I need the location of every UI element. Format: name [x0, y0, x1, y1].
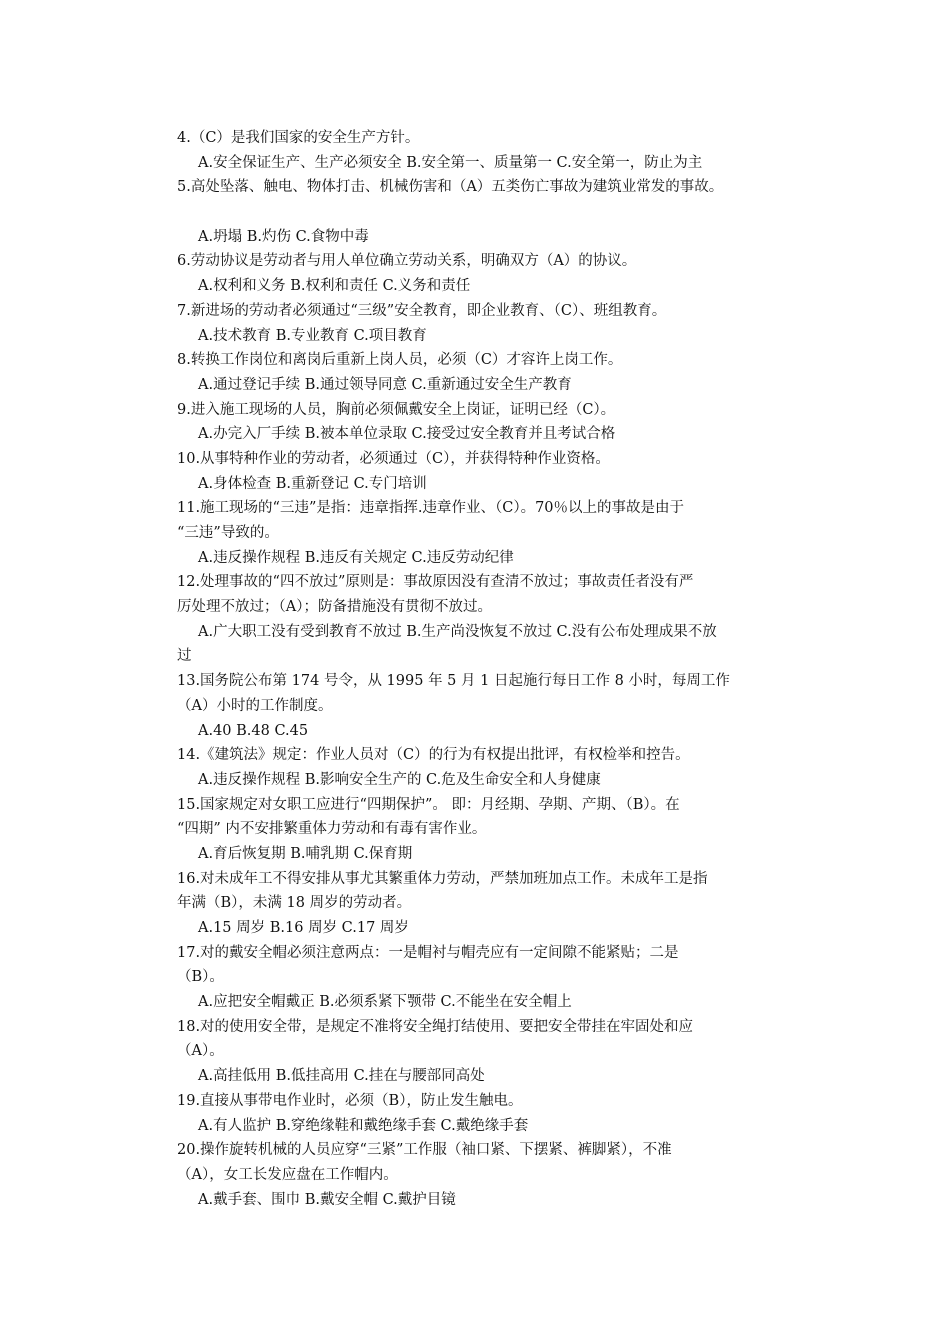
question-line: 6.劳动协议是劳动者与用人单位确立劳动关系，明确双方（A）的协议。 — [177, 253, 637, 270]
question-line: 19.直接从事带电作业时，必须（B），防止发生触电。 — [177, 1092, 523, 1109]
continuation-line: （A）。 — [177, 1043, 224, 1060]
question-list — [177, 126, 802, 1212]
question-line: 8.转换工作岗位和离岗后重新上岗人员，必须（C）才容许上岗工作。 — [177, 352, 623, 369]
options-line: A.育后恢复期 B.哺乳期 C.保育期 — [198, 845, 413, 862]
question-line: 10.从事特种作业的劳动者，必须通过（C），并获得特种作业资格。 — [177, 450, 610, 467]
options-line: A.广大职工没有受到教育不放过 B.生产尚没恢复不放过 C.没有公布处理成果不放 — [198, 623, 717, 640]
continuation-line: （A），女工长发应盘在工作帽内。 — [177, 1166, 398, 1183]
options-line: A.安全保证生产、生产必须安全 B.安全第一、质量第一 C.安全第一，防止为主 — [198, 154, 703, 171]
options-line: A.有人监护 B.穿绝缘鞋和戴绝缘手套 C.戴绝缘手套 — [198, 1117, 529, 1134]
continuation-line: 厉处理不放过；（A）；防备措施没有贯彻不放过。 — [177, 599, 492, 616]
question-line: 17.对的戴安全帽必须注意两点：一是帽衬与帽壳应有一定间隙不能紧贴；二是 — [177, 944, 679, 961]
continuation-line: “三违”导致的。 — [177, 525, 279, 541]
options-line: A.应把安全帽戴正 B.必须系紧下颚带 C.不能坐在安全帽上 — [198, 994, 572, 1011]
options-line: A.违反操作规程 B.违反有关规定 C.违反劳动纪律 — [198, 549, 514, 566]
continuation-line: 过 — [177, 648, 192, 665]
options-line: A.技术教育 B.专业教育 C.项目教育 — [198, 327, 427, 344]
question-line: 12.处理事故的“四不放过”原则是：事故原因没有查清不放过；事故责任者没有严 — [177, 574, 694, 591]
continuation-line: 年满（B），未满 18 周岁的劳动者。 — [177, 895, 412, 912]
question-line: 9.进入施工现场的人员，胸前必须佩戴安全上岗证，证明已经（C）。 — [177, 401, 616, 418]
options-line: A.办完入厂手续 B.被本单位录取 C.接受过安全教育并且考试合格 — [198, 426, 616, 443]
question-line: 7.新进场的劳动者必须通过“三级”安全教育，即企业教育、（C）、班组教育。 — [177, 302, 667, 319]
question-line: 5.高处坠落、触电、物体打击、机械伤害和（A）五类伤亡事故为建筑业常发的事故。 — [177, 179, 724, 196]
options-line: A.权利和义务 B.权利和责任 C.义务和责任 — [198, 278, 471, 295]
question-line: 11.施工现场的“三违”是指：违章指挥.违章作业、（C）。70％以上的事故是由于 — [177, 500, 685, 517]
continuation-line: （A）小时的工作制度。 — [177, 697, 333, 714]
question-line: 13.国务院公布第 174 号令，从 1995 年 5 月 1 日起施行每日工作 8 小时，每周工作 — [177, 673, 730, 690]
options-line: A.通过登记手续 B.通过领导同意 C.重新通过安全生产教育 — [198, 376, 572, 393]
options-line: A.坍塌 B.灼伤 C.食物中毒 — [198, 228, 369, 245]
question-line: 18.对的使用安全带，是规定不准将安全绳打结使用、要把安全带挂在牢固处和应 — [177, 1018, 694, 1035]
continuation-line: “四期” 内不安排繁重体力劳动和有毒有害作业。 — [177, 821, 487, 838]
options-line: A.40 B.48 C.45 — [198, 722, 309, 739]
options-line: A.高挂低用 B.低挂高用 C.挂在与腰部同高处 — [198, 1068, 485, 1085]
options-line: A.身体检查 B.重新登记 C.专门培训 — [198, 475, 427, 492]
options-line: A.15 周岁 B.16 周岁 C.17 周岁 — [198, 920, 409, 936]
blank-line — [177, 200, 802, 225]
question-line: 20.操作旋转机械的人员应穿“三紧”工作服（袖口紧、下摆紧、裤脚紧），不准 — [177, 1142, 672, 1159]
question-line: 16.对未成年工不得安排从事尤其繁重体力劳动，严禁加班加点工作。未成年工是指 — [177, 870, 708, 887]
options-line: A.违反操作规程 B.影响安全生产的 C.危及生命安全和人身健康 — [198, 771, 601, 788]
question-line: 15.国家规定对女职工应进行“四期保护”。 即：月经期、孕期、产期、（B）。在 — [177, 796, 680, 813]
question-line: 14.《建筑法》规定：作业人员对（C）的行为有权提出批评，有权检举和控告。 — [177, 747, 690, 764]
continuation-line: （B）。 — [177, 969, 224, 986]
options-line: A.戴手套、围巾 B.戴安全帽 C.戴护目镜 — [198, 1191, 456, 1208]
question-line: 4.（C）是我们国家的安全生产方针。 — [177, 130, 420, 146]
